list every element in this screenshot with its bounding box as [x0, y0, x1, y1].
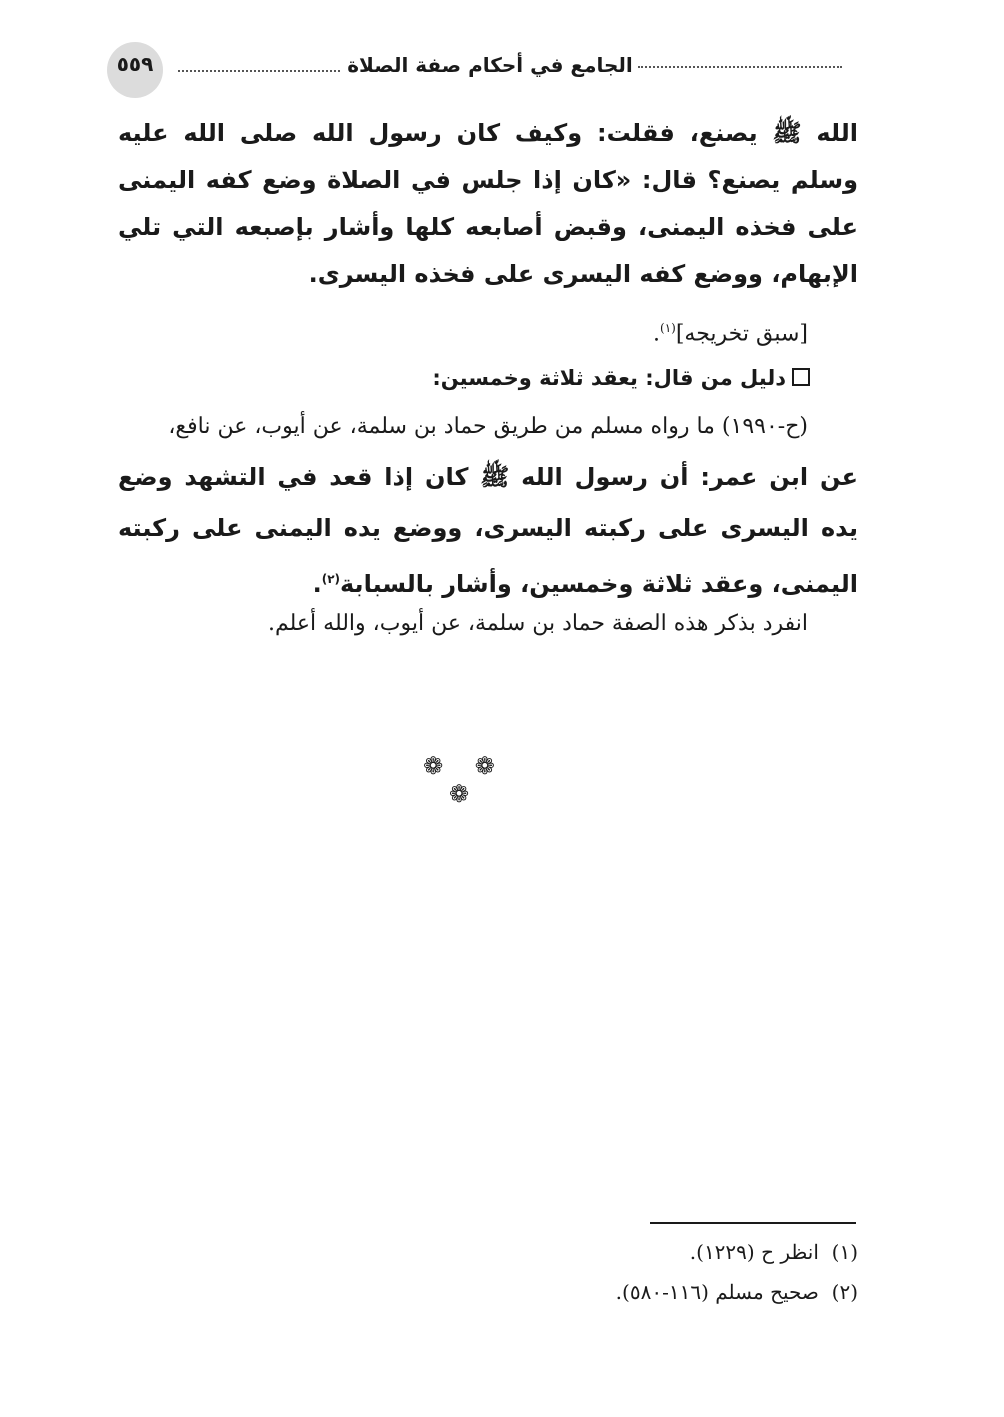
paragraph-1: الله ﷺ يصنع، فقلت: وكيف كان رسول الله صلى الله عليه وسلم يصنع؟ قال: «كان إذا جلس في الصلاة وضع كفه اليمنى على فخذه اليمنى، وقبض أصابعه كلها وأشار بإصبعه التي تلي الإبهام، ووضع كفه اليسرى على فخذه اليسرى.: [118, 119, 858, 288]
footnote-ref-2: (٢): [321, 572, 340, 586]
footnote-2: [118, 1280, 858, 1304]
citation-text: [سبق تخريجه]: [675, 321, 808, 347]
footnote-ref-1: (١): [660, 321, 676, 335]
footnote-1-number: (١): [831, 1240, 858, 1264]
checkbox-square-icon: [792, 368, 810, 386]
footnote-2-text: صحيح مسلم (١١٦-٥٨٠).: [615, 1280, 819, 1304]
section-heading: [300, 366, 810, 390]
page-number: ٥٥٩: [116, 52, 154, 76]
hadith-body: عن ابن عمر: أن رسول الله ﷺ كان إذا قعد في التشهد وضع يده اليسرى على ركبته اليسرى، ووضع يده اليمنى على ركبته اليمنى، وعقد ثلاثة وخمسين، وأشار بالسبابة: [118, 463, 858, 598]
header-divider-left: [178, 70, 340, 72]
running-header-title: الجامع في أحكام صفة الصلاة: [347, 53, 633, 77]
footnote-rule: [650, 1222, 856, 1224]
footnote-1: [118, 1240, 858, 1264]
citation-line: [سبق تخريجه]$^{(١)}$.: [653, 321, 808, 347]
footnote-1-text: انظر ح (١٢٢٩).: [689, 1240, 819, 1264]
section-separator-ornament: ❁ ❁ ❁: [423, 752, 507, 808]
hadith-intro: (ح-١٩٩٠) ما رواه مسلم من طريق حماد بن سلمة، عن أيوب، عن نافع،: [168, 414, 808, 439]
hadith-text: عن ابن عمر: أن رسول الله ﷺ كان إذا قعد في التشهد وضع يده اليسرى على ركبته اليسرى، ووضع يده اليمنى على ركبته اليمنى، وعقد ثلاثة وخمسين، وأشار بالسبابة$^{(٢)}$.: [118, 463, 858, 598]
closing-note: انفرد بذكر هذه الصفة حماد بن سلمة، عن أيوب، والله أعلم.: [268, 611, 808, 636]
section-heading-text: دليل من قال: يعقد ثلاثة وخمسين:: [432, 366, 786, 390]
header-divider-right: [638, 66, 842, 68]
footnote-2-number: (٢): [831, 1280, 858, 1304]
